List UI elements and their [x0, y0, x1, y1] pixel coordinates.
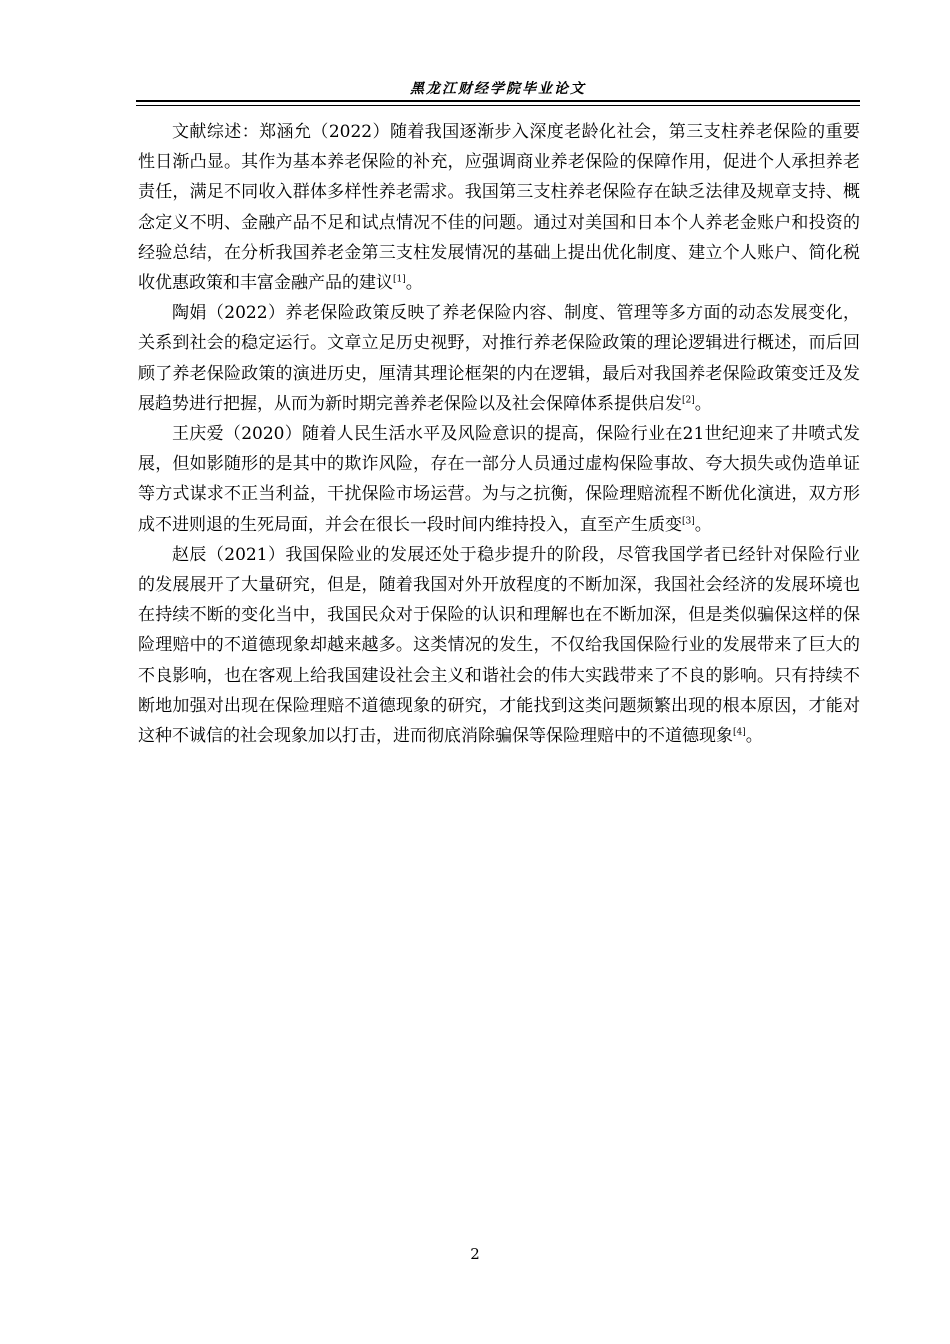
paragraph-text: 王庆爱（2020）随着人民生活水平及风险意识的提高，保险行业在21世纪迎来了井喷式发展，但如影随形的是其中的欺诈风险，存在一部分人员通过虚构保险事故、夸大损失或伪造单证等方式谋求不正当利益，干扰保险市场运营。为与之抗衡，保险理赔流程不断优化演进，双方形成不进则退的生死局面，并会在很长一段时间内维持投入，直至产生质变: [138, 424, 860, 535]
page-header-title: 黑龙江财经学院毕业论文: [410, 81, 586, 97]
paragraph-text: 文献综述：郑涵允（2022）随着我国逐渐步入深度老龄化社会，第三支柱养老保险的重要性日渐凸显。其作为基本养老保险的补充，应强调商业养老保险的保障作用，促进个人承担养老责任，满足不同收入群体多样性养老需求。我国第三支柱养老保险存在缺乏法律及规章支持、概念定义不明、金融产品不足和试点情况不佳的问题。通过对美国和日本个人养老金账户和投资的经验总结，在分析我国养老金第三支柱发展情况的基础上提出优化制度、建立个人账户、简化税收优惠政策和丰富金融产品的建议: [138, 122, 860, 294]
paragraph-literature-review-1: [138, 117, 860, 298]
paragraph-literature-review-2: [138, 298, 860, 419]
citation-marker: [3]: [682, 515, 695, 526]
paragraph-literature-review-4: [138, 540, 860, 751]
paragraph-end: 。: [694, 393, 712, 414]
citation-marker: [2]: [682, 395, 695, 406]
paragraph-text: 赵辰（2021）我国保险业的发展还处于稳步提升的阶段，尽管我国学者已经针对保险行业的发展展开了大量研究，但是，随着我国对外开放程度的不断加深，我国社会经济的发展环境也在持续不断的变化当中，我国民众对于保险的认识和理解也在不断加深，但是类似骗保这样的保险理赔中的不道德现象却越来越多。这类情况的发生，不仅给我国保险行业的发展带来了巨大的不良影响，也在客观上给我国建设社会主义和谐社会的伟大实践带来了不良的影响。只有持续不断地加强对出现在保险理赔不道德现象的研究，才能找到这类问题频繁出现的根本原因，才能对这种不诚信的社会现象加以打击，进而彻底消除骗保等保险理赔中的不道德现象: [138, 544, 860, 747]
page-number: 2: [470, 1245, 480, 1263]
citation-marker: [4]: [733, 727, 746, 738]
header-divider-thin: [136, 105, 860, 106]
paragraph-literature-review-3: [138, 419, 860, 540]
document-body: [138, 117, 860, 751]
citation-marker: [1]: [393, 274, 406, 285]
paragraph-end: 。: [405, 273, 423, 294]
header-divider-thick: [136, 100, 860, 102]
paragraph-end: 。: [694, 514, 712, 535]
paragraph-text: 陶娟（2022）养老保险政策反映了养老保险内容、制度、管理等多方面的动态发展变化，关系到社会的稳定运行。文章立足历史视野，对推行养老保险政策的理论逻辑进行概述，而后回顾了养老保险政策的演进历史，厘清其理论框架的内在逻辑，最后对我国养老保险政策变迁及发展趋势进行把握，从而为新时期完善养老保险以及社会保障体系提供启发: [138, 303, 860, 414]
paragraph-end: 。: [745, 726, 763, 747]
